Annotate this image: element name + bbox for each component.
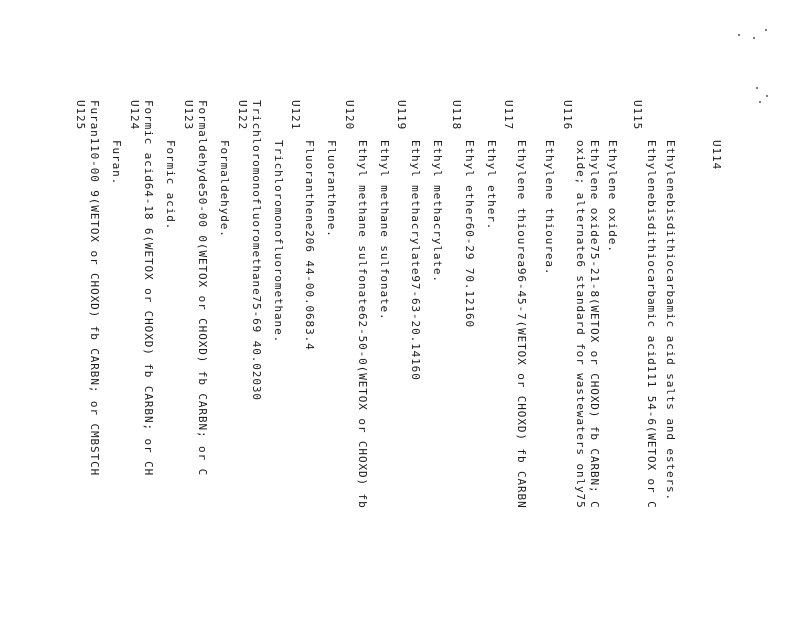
text-line: Ethylene thiourea96-45-7(WETOX or CHOXD) fb CARBN <box>515 140 528 509</box>
text-line: U115 <box>631 100 644 131</box>
scan-speck <box>759 101 761 103</box>
text-line: U117 <box>502 100 515 131</box>
text-line: Formaldehyde50-00 0(WETOX or CHOXD) fb CARBN; or C <box>196 100 209 477</box>
text-line: Ethyl ether60-29 70.12160 <box>463 140 476 329</box>
text-line: Ethylene thiourea. <box>543 140 556 276</box>
text-line: U114 <box>710 140 723 171</box>
text-line: Trichloromonofluoromethane. <box>272 140 285 344</box>
text-line: Ethylene oxide. <box>606 140 619 253</box>
text-line: Fluoranthene206 44-00.0683.4 <box>303 140 316 351</box>
text-line: Ethylene oxide75-21-8(WETOX or CHOXD) fb CARBN; C <box>588 140 601 509</box>
text-line: Ethyl methane sulfonate. <box>378 140 391 321</box>
scan-speck <box>753 37 755 39</box>
scan-speck <box>738 34 740 36</box>
text-line: Ethyl methane sulfonate62-50-0(WETOX or CHOXD) fb <box>356 140 369 509</box>
text-line: Formic acid64-18 6(WETOX or CHOXD) fb CARBN; or CH <box>142 100 155 477</box>
text-line: Furan. <box>110 140 123 186</box>
scan-speck <box>765 29 767 31</box>
text-line: U119 <box>395 100 408 131</box>
text-line: Ethylenebisdithiocarbamic acid salts and esters. <box>664 140 677 502</box>
text-line: Formic acid. <box>164 140 177 231</box>
text-line: Trichloromonofluoromethane75-69 40.02030 <box>250 100 263 401</box>
text-line: Formaldehyde. <box>218 140 231 238</box>
text-line: Ethyl methacrylate. <box>431 140 444 283</box>
text-line: U122 <box>236 100 249 131</box>
text-line: Ethyl methacrylate97-63-20.14160 <box>409 140 422 381</box>
text-line: Ethyl ether. <box>485 140 498 231</box>
scan-speck <box>756 87 758 89</box>
text-line: Furan110-00 9(WETOX or CHOXD) fb CARBN; or CMBSTCH <box>88 100 101 477</box>
text-line: oxide; alternate6 standard for wastewaters only75 <box>574 140 587 509</box>
text-line: U118 <box>450 100 463 131</box>
text-line: U121 <box>289 100 302 131</box>
text-line: U123 <box>182 100 195 131</box>
text-line: U120 <box>343 100 356 131</box>
text-line: U125 <box>74 100 87 131</box>
text-line: Fluoranthene. <box>325 140 338 238</box>
scan-speck <box>766 95 768 97</box>
text-line: Ethylenebisdithiocarbamic acid111 54-6(WETOX or C <box>645 140 658 509</box>
text-line: U116 <box>561 100 574 131</box>
text-line: U124 <box>128 100 141 131</box>
